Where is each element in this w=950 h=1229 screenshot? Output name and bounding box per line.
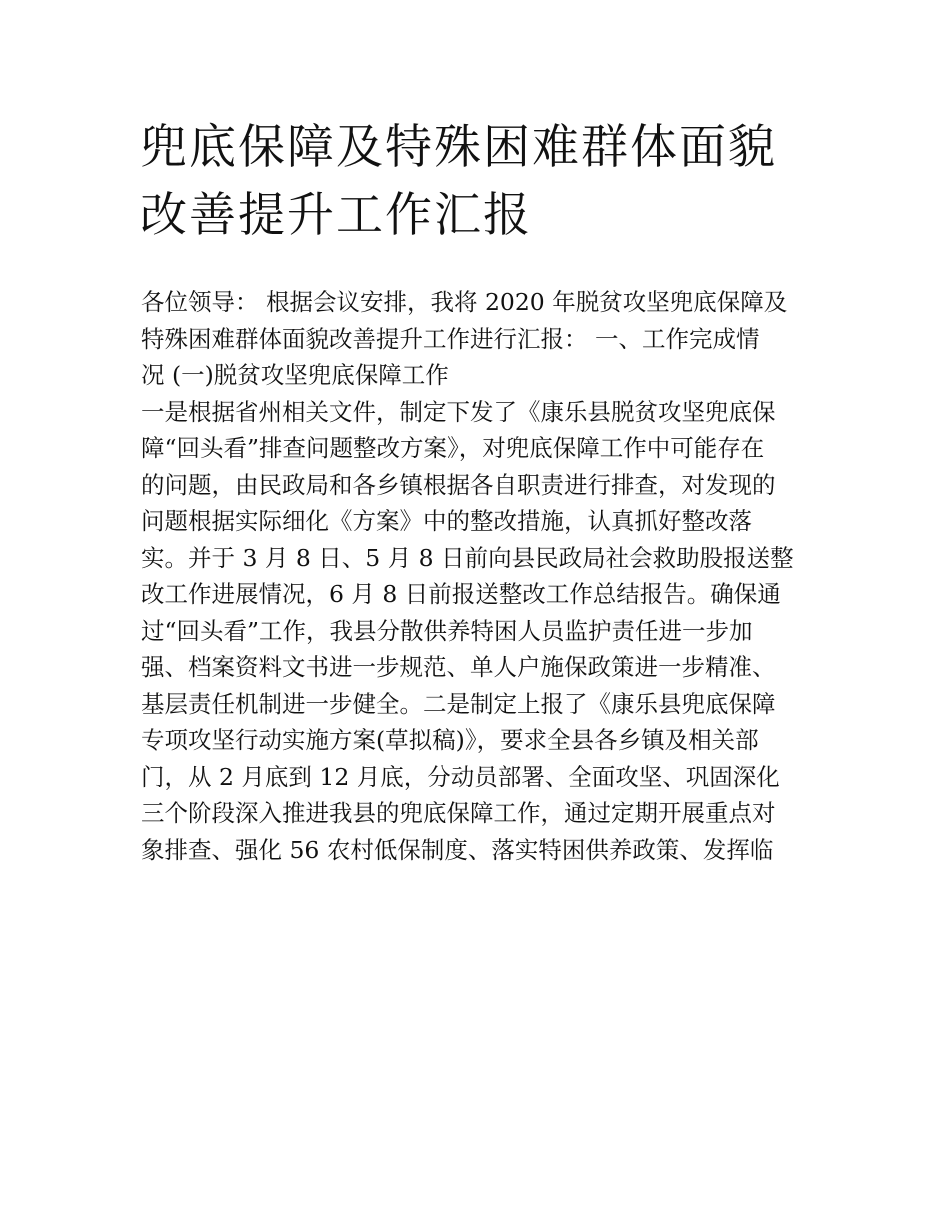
body-line: 况 (一)脱贫攻坚兜底保障工作 xyxy=(141,361,449,389)
body-line: 改工作进展情况，6 月 8 日前报送整改工作总结报告。确保通 xyxy=(141,580,781,608)
body-line: 三个阶段深入推进我县的兜底保障工作，通过定期开展重点对 xyxy=(141,799,776,827)
body-line: 各位领导： 根据会议安排，我将 2020 年脱贫攻坚兜底保障及 xyxy=(141,288,788,316)
body-line: 基层责任机制进一步健全。二是制定上报了《康乐县兜底保障 xyxy=(141,689,776,718)
document-body xyxy=(141,284,821,868)
body-line: 特殊困难群体面貌改善提升工作进行汇报： 一、工作完成情 xyxy=(141,324,760,353)
body-line: 的问题，由民政局和各乡镇根据各自职责进行排查，对发现的 xyxy=(141,470,776,499)
body-line: 障“回头看”排查问题整改方案》，对兜底保障工作中可能存在 xyxy=(141,434,765,462)
body-line: 过“回头看”工作，我县分散供养特困人员监护责任进一步加 xyxy=(141,616,753,645)
body-line: 门，从 2 月底到 12 月底，分动员部署、全面攻坚、巩固深化 xyxy=(141,762,780,791)
body-line: 实。并于 3 月 8 日、5 月 8 日前向县民政局社会救助股报送整 xyxy=(141,543,794,572)
document-title xyxy=(140,114,820,250)
body-line: 专项攻坚行动实施方案(草拟稿)》，要求全县各乡镇及相关部 xyxy=(141,726,759,754)
title-line: 兜底保障及特殊困难群体面貌 xyxy=(140,120,777,175)
body-line: 问题根据实际细化《方案》中的整改措施，认真抓好整改落 xyxy=(141,507,752,535)
body-line: 一是根据省州相关文件，制定下发了《康乐县脱贫攻坚兜底保 xyxy=(141,397,776,426)
body-line: 强、档案资料文书进一步规范、单人户施保政策进一步精准、 xyxy=(141,653,776,681)
body-line: 象排查、强化 56 农村低保制度、落实特困供养政策、发挥临 xyxy=(141,835,774,864)
title-line: 改善提升工作汇报 xyxy=(140,188,532,243)
